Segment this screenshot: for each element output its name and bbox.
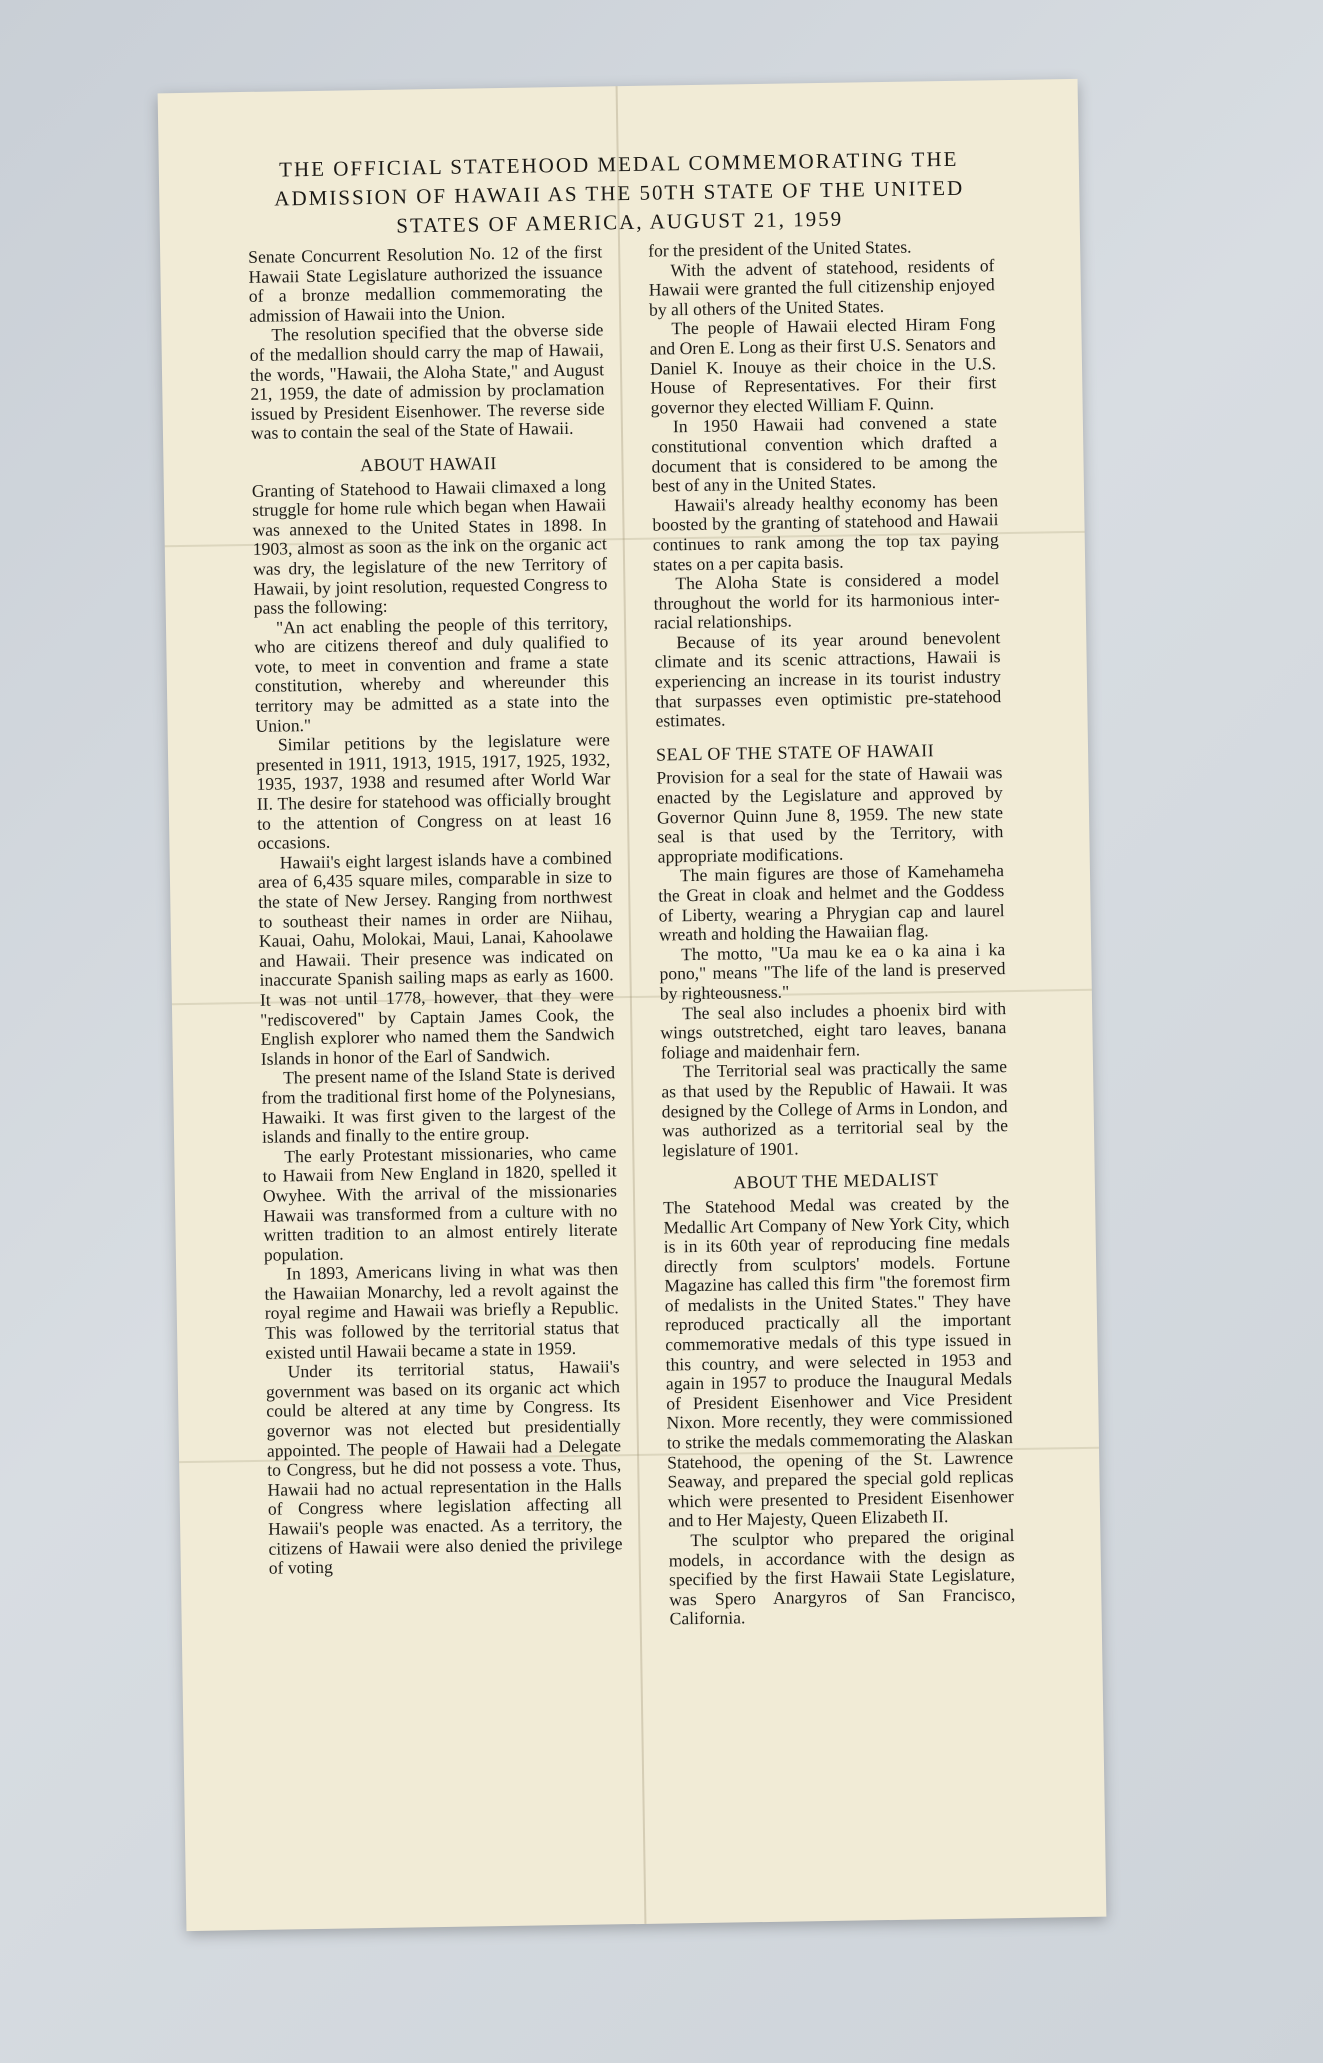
document-title: THE OFFICIAL STATEHOOD MEDAL COMMEMORATING THE ADMISSION OF HAWAII AS THE 50TH STATE OF THE UNITED STATES OF AMERICA, AUGUST 21, 1959 bbox=[274, 146, 965, 238]
paragraph: The Territorial seal was practically the same as that used by the Republic of Hawaii. It was designed by the College of Arms in London, and was authorized as a territorial seal by the legislature of 1901. bbox=[661, 1056, 1009, 1161]
paragraph: The early Protestant missionaries, who came to Hawaii from New England in 1820, spelled it Owyhee. With the arrival of the missionaries Hawaii was transformed from a culture with no written tradition to an almost entirely literate population. bbox=[262, 1140, 618, 1265]
paragraph: The motto, "Ua mau ke ea o ka aina i ka pono," means "The life of the land is preserved by righteousness." bbox=[659, 938, 1006, 1004]
paragraph: Senate Concurrent Resolution No. 12 of the first Hawaii State Legislature authorized the issuance of a bronze medallion commemorating the admission of Hawaii into the Union. bbox=[248, 241, 603, 326]
paragraph: In 1950 Hawaii had convened a state constitutional convention which drafted a document that is considered to be among the best of any in the United States. bbox=[651, 411, 998, 496]
left-column bbox=[248, 242, 623, 1578]
paragraph: The Aloha State is considered a model throughout the world for its harmonious inter-racial relationships. bbox=[653, 568, 1000, 633]
paragraph: The sculptor who prepared the original models, in accordance with the design as specified by the first Hawaii State Legislature, was Spero Anargyros of San Francisco, California. bbox=[668, 1525, 1016, 1629]
paragraph: "An act enabling the people of this territory, who are citizens thereof and duly qualified to vote, to meet in convention and frame a state constitution, whereby and whereunder this territory may be admitted as a state into the Union." bbox=[254, 612, 610, 736]
document-sheet bbox=[158, 79, 1107, 1931]
paragraph: Hawaii's already healthy economy has been boosted by the granting of statehood and Hawaii continues to rank among the top tax paying states on a per capita basis. bbox=[652, 489, 999, 575]
section-heading-medalist: ABOUT THE MEDALIST bbox=[732, 1169, 939, 1193]
right-column bbox=[648, 236, 1016, 1629]
paragraph: The seal also includes a phoenix bird with wings outstretched, eight taro leaves, banana foliage and maidenhair fern. bbox=[660, 997, 1007, 1063]
paragraph: In 1893, Americans living in what was then the Hawaiian Monarchy, led a revolt against the royal regime and Hawaii was briefly a Republic. This was followed by the territorial status that existed until Hawaii became a state in 1959. bbox=[264, 1258, 620, 1363]
paragraph: The resolution specified that the obverse side of the medallion should carry the map of Hawaii, the words, "Hawaii, the Aloha State," and August 21, 1959, the date of admission by proclamation issued by President Eisenhower. The reverse side was to contain the seal of the State of Hawaii. bbox=[249, 319, 605, 444]
paragraph: for the president of the United States. bbox=[647, 236, 912, 261]
section-heading-about-hawaii: ABOUT HAWAII bbox=[359, 452, 497, 476]
vertical-fold-line bbox=[616, 86, 647, 1924]
paragraph: Provision for a seal for the state of Hawaii was enacted by the Legislature and approved by Governor Quinn June 8, 1959. The new state seal is that used by the Territory, with appropriate modifications. bbox=[656, 762, 1004, 867]
paragraph: Similar petitions by the legislature were presented in 1911, 1913, 1915, 1917, 1925, 1932, 1935, 1937, 1938 and resumed after World War II. The desire for statehood was officially brought to the attention of Congress on at least 16 occasions. bbox=[256, 729, 612, 854]
paragraph: The present name of the Island State is derived from the traditional first home of the Polynesians, Hawaiki. It was first given to the largest of the islands and finally to the entire group. bbox=[261, 1062, 616, 1147]
paragraph: Because of its year around benevolent climate and its scenic attractions, Hawaii is experiencing an increase in its tourist industry that surpasses even optimistic pre-statehood estimates. bbox=[654, 627, 1002, 731]
paragraph: With the advent of statehood, residents of Hawaii were granted the full citizenship enjoyed by all others of the United States. bbox=[648, 254, 995, 320]
section-heading-seal: SEAL OF THE STATE OF HAWAII bbox=[655, 740, 935, 765]
paragraph: Granting of Statehood to Hawaii climaxed a long struggle for home rule which began when Hawaii was annexed to the United States in 1898. In 1903, almost as soon as the ink on the organic act was dry, the legislature of the new Territory of Hawaii, by joint resolution, requested Congress to pass the following: bbox=[251, 474, 608, 618]
paragraph: The people of Hawaii elected Hiram Fong and Oren E. Long as their first U.S. Senators and Daniel K. Inouye as their choice in the U.S. House of Representatives. For their first governor they elected William F. Quinn. bbox=[649, 313, 997, 418]
paragraph: The Statehood Medal was created by the Medallic Art Company of New York City, which is in its 60th year of reproducing fine medals directly from sculptors' models. Fortune Magazine has called this firm "the foremost firm of medalists in the United States." They have reproduced practically all the important commemorative medals of this type issued in this country, and were selected in 1953 and again in 1957 to produce the Inaugural Medals of President Eisenhower and Vice President Nixon. More recently, they were commissioned to strike the medals commemorating the Alaskan Statehood, the opening of the St. Lawrence Seaway, and prepared the special gold replicas which were presented to President Eisenhower and to Her Majesty, Queen Elizabeth II. bbox=[663, 1192, 1014, 1531]
paragraph: Under its territorial status, Hawaii's government was based on its organic act which could be altered at any time by Congress. Its governor was not elected but presidentially appointed. The people of Hawaii had a Delegate to Congress, but he did not possess a vote. Thus, Hawaii had no actual representation in the Halls of Congress where legislation affecting all Hawaii's people was enacted. As a territory, the citizens of Hawaii were also denied the privilege of voting bbox=[265, 1356, 623, 1578]
paragraph: Hawaii's eight largest islands have a combined area of 6,435 square miles, comparable in size to the state of New Jersey. Ranging from northwest to southeast their names in order are Niihau, Kauai, Oahu, Molokai, Maui, Lanai, Kahoolawe and Hawaii. Their presence was indicated on inaccurate Spanish sailing maps as early as 1600. It was not until 1778, however, that they were "rediscovered" by Captain James Cook, the English explorer who named them the Sandwich Islands in honor of the Earl of Sandwich. bbox=[257, 847, 615, 1069]
paragraph: The main figures are those of Kamehameha the Great in cloak and helmet and the Goddess of Liberty, wearing a Phrygian cap and laurel wreath and holding the Hawaiian flag. bbox=[658, 860, 1005, 945]
